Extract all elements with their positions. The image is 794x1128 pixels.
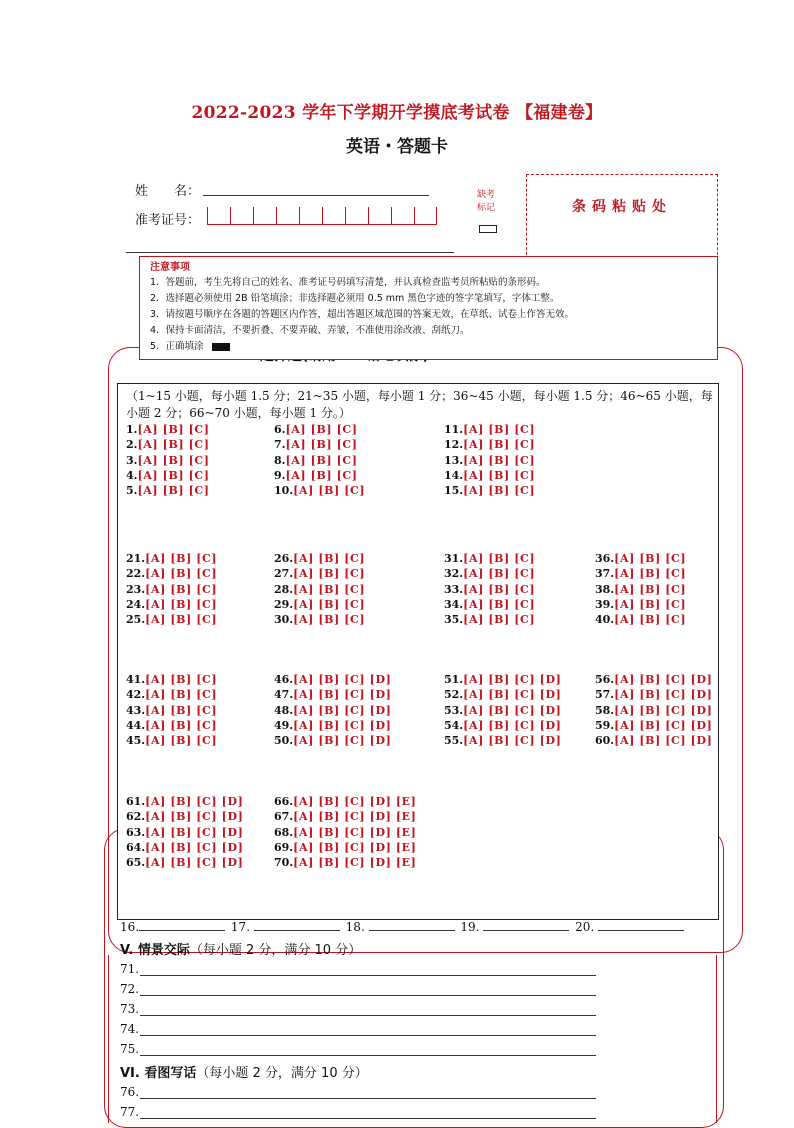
question-44 — [126, 718, 217, 733]
notice-item: 1．答题前，考生先将自己的姓名、准考证号码填写清楚，并认真检查监考员所粘贴的条形码。 — [150, 277, 546, 288]
question-51 — [444, 672, 561, 687]
answer-line-row — [120, 962, 596, 976]
question-68 — [274, 825, 416, 840]
answer-options[interactable]: [A] [B] [C] — [293, 582, 366, 596]
question-number: 56. — [595, 673, 615, 686]
line-number: 73. — [120, 1002, 140, 1016]
question-6 — [274, 422, 358, 437]
answer-options[interactable]: [A] [B] [C] — [145, 718, 218, 732]
question-number: 38. — [595, 582, 615, 596]
answer-options[interactable]: [A] [B] [C] [D] — [145, 840, 244, 854]
answer-line[interactable] — [140, 1043, 596, 1056]
answer-options[interactable]: [A] [B] [C] [D] — [463, 703, 562, 717]
answer-options[interactable]: [A] [B] [C] — [614, 552, 687, 565]
answer-line[interactable] — [140, 963, 596, 976]
question-number: 55. — [444, 734, 464, 748]
question-number: 51. — [444, 673, 464, 686]
section-note: （每小题 2 分，满分 10 分） — [189, 943, 362, 958]
answer-options[interactable]: [A] [B] [C] — [285, 438, 358, 452]
question-number: 41. — [126, 673, 146, 686]
page-title — [0, 98, 794, 123]
frame-border — [716, 955, 717, 1123]
choice-instructions: （1~15 小题，每小题 1.5 分；21~35 小题，每小题 1 分；36~45 小题，每小题 1.5 分；46~65 小题，每小题 2 分；66~70 小题，每小题 1 分。） — [126, 389, 713, 420]
digit-box[interactable] — [345, 207, 368, 225]
answer-options[interactable]: [A] [B] [C] — [145, 582, 218, 596]
name-label: 姓 名： — [135, 184, 201, 199]
question-number: 63. — [126, 825, 146, 839]
answer-options[interactable]: [A] [B] [C] — [463, 552, 536, 565]
question-67 — [274, 809, 416, 824]
notice-box — [139, 256, 718, 360]
absent-mark-box[interactable] — [479, 225, 497, 233]
question-number: 1. — [126, 423, 138, 436]
question-11 — [444, 422, 535, 437]
answer-options[interactable]: [A] [B] [C] — [614, 582, 687, 596]
answer-options[interactable]: [A] [B] [C] — [145, 613, 218, 627]
answer-options[interactable]: [A] [B] [C] — [137, 484, 210, 498]
question-1 — [126, 422, 210, 437]
answer-options[interactable]: [A] [B] [C] — [293, 484, 366, 498]
answer-blank[interactable] — [598, 919, 684, 931]
question-21 — [126, 551, 217, 566]
question-64 — [126, 840, 243, 855]
question-32 — [444, 566, 535, 581]
question-number: 39. — [595, 597, 615, 611]
blank-number: 16. — [120, 920, 140, 934]
answer-blank[interactable] — [483, 919, 569, 931]
answer-options[interactable]: [A] [B] [C] — [137, 423, 210, 436]
question-number: 64. — [126, 840, 146, 854]
question-number: 25. — [126, 613, 146, 627]
blank-number: 19. — [460, 920, 480, 934]
answer-options[interactable]: [A] [B] [C] [D] [E] — [293, 810, 417, 824]
digit-box[interactable] — [276, 207, 299, 225]
answer-options[interactable]: [A] [B] [C] [D] — [463, 673, 562, 686]
question-70 — [274, 855, 416, 870]
question-number: 23. — [126, 582, 146, 596]
question-number: 32. — [444, 567, 464, 581]
question-8 — [274, 453, 358, 468]
answer-options[interactable]: [A] [B] [C] [D] [E] — [293, 795, 417, 808]
line-number: 71. — [120, 962, 140, 976]
question-36 — [595, 551, 686, 566]
line-number: 75. — [120, 1042, 140, 1056]
answer-options[interactable]: [A] [B] [C] — [145, 734, 218, 748]
notice-item: 2．选择题必须使用 2B 铅笔填涂；非选择题必须用 0.5 mm 黑色字迹的签字笔填写，字体工整。 — [150, 293, 560, 304]
section-note: （每小题 2 分，满分 10 分） — [196, 1066, 368, 1081]
answer-options[interactable]: [A] [B] [C] — [145, 552, 218, 565]
answer-options[interactable]: [A] [B] [C] — [463, 597, 536, 611]
line-number: 77. — [120, 1105, 140, 1119]
name-field[interactable] — [203, 194, 429, 196]
section-title-text: V. 情景交际 — [120, 943, 190, 958]
question-66 — [274, 794, 416, 809]
question-number: 8. — [274, 453, 286, 467]
answer-options[interactable]: [A] [B] [C] [D] [E] — [293, 840, 417, 854]
question-37 — [595, 566, 686, 581]
question-number: 49. — [274, 718, 294, 732]
answer-options[interactable]: [A] [B] [C] — [145, 597, 218, 611]
question-number: 3. — [126, 453, 138, 467]
question-number: 6. — [274, 423, 286, 436]
answer-options[interactable]: [A] [B] [C] — [463, 582, 536, 596]
section-v-title — [120, 939, 361, 958]
question-number: 42. — [126, 688, 146, 702]
question-30 — [274, 612, 365, 627]
question-number: 31. — [444, 552, 464, 565]
answer-options[interactable]: [A] [B] [C] — [614, 597, 687, 611]
question-number: 22. — [126, 567, 146, 581]
answer-options[interactable]: [A] [B] [C] [D] — [145, 825, 244, 839]
answer-line[interactable] — [140, 1023, 596, 1036]
question-number: 5. — [126, 484, 138, 498]
answer-options[interactable]: [A] [B] [C] [D] — [293, 688, 392, 702]
question-number: 54. — [444, 718, 464, 732]
question-number: 67. — [274, 810, 294, 824]
question-number: 29. — [274, 597, 294, 611]
answer-options[interactable]: [A] [B] [C] [D] — [145, 810, 244, 824]
question-number: 21. — [126, 552, 146, 565]
answer-line[interactable] — [140, 983, 596, 996]
question-27 — [274, 566, 365, 581]
blank-number: 17. — [230, 920, 251, 934]
question-23 — [126, 582, 217, 597]
question-54 — [444, 718, 561, 733]
answer-options[interactable]: [A] [B] [C] — [285, 423, 358, 436]
answer-options[interactable]: [A] [B] [C] [D] — [293, 703, 392, 717]
question-48 — [274, 703, 391, 718]
answer-options[interactable]: [A] [B] [C] — [614, 613, 687, 627]
exam-number-label: 准考证号： — [135, 213, 201, 228]
answer-options[interactable]: [A] [B] [C] — [463, 468, 536, 482]
question-59 — [595, 718, 712, 733]
title-text: 2022-2023 学年下学期开学摸底考试卷 — [191, 103, 510, 123]
answer-options[interactable]: [A] [B] [C] [D] — [463, 688, 562, 702]
question-61 — [126, 794, 243, 809]
question-number: 61. — [126, 795, 146, 808]
question-number: 59. — [595, 718, 615, 732]
section-vi-title — [120, 1062, 368, 1081]
question-33 — [444, 582, 535, 597]
question-number: 43. — [126, 703, 146, 717]
answer-options[interactable]: [A] [B] [C] — [145, 673, 218, 686]
question-38 — [595, 582, 686, 597]
question-22 — [126, 566, 217, 581]
question-number: 27. — [274, 567, 294, 581]
question-28 — [274, 582, 365, 597]
answer-options[interactable]: [A] [B] [C] [D] [E] — [293, 856, 417, 870]
question-49 — [274, 718, 391, 733]
question-number: 15. — [444, 484, 464, 498]
question-number: 33. — [444, 582, 464, 596]
question-3 — [126, 453, 210, 468]
digit-box[interactable] — [207, 207, 230, 225]
question-26 — [274, 551, 365, 566]
question-15 — [444, 483, 535, 498]
question-40 — [595, 612, 686, 627]
question-number: 65. — [126, 856, 146, 870]
blank-number: 20. — [575, 920, 595, 934]
question-63 — [126, 825, 243, 840]
answer-blank[interactable] — [254, 919, 340, 931]
answer-options[interactable]: [A] [B] [C] [D] [E] — [293, 825, 417, 839]
question-5 — [126, 483, 210, 498]
fill-blank-row — [120, 919, 686, 934]
answer-options[interactable]: [A] [B] [C] — [285, 468, 358, 482]
question-43 — [126, 703, 217, 718]
question-number: 36. — [595, 552, 615, 565]
question-number: 14. — [444, 468, 464, 482]
question-13 — [444, 453, 535, 468]
question-50 — [274, 733, 391, 748]
answer-line[interactable] — [140, 1086, 596, 1099]
digit-box[interactable] — [391, 207, 414, 225]
answer-line-row — [120, 1085, 596, 1099]
line-number: 72. — [120, 982, 140, 996]
header-divider — [126, 252, 454, 253]
notice-item: 3．请按题号顺序在各题的答题区内作答，超出答题区域范围的答案无效，在草纸、试卷上作答无效。 — [150, 309, 575, 320]
answer-options[interactable]: [A] [B] [C] — [463, 613, 536, 627]
notice-title: 注意事项 — [150, 262, 190, 273]
question-number: 50. — [274, 734, 294, 748]
question-number: 2. — [126, 438, 138, 452]
line-number: 74. — [120, 1022, 140, 1036]
frame-border — [108, 955, 109, 1123]
answer-options[interactable]: [A] [B] [C] — [463, 484, 536, 498]
question-number: 13. — [444, 453, 464, 467]
question-14 — [444, 468, 535, 483]
question-number: 53. — [444, 703, 464, 717]
answer-options[interactable]: [A] [B] [C] — [285, 453, 358, 467]
answer-blank[interactable] — [369, 919, 455, 931]
question-7 — [274, 437, 358, 452]
notice-item: 4．保持卡面清洁，不要折叠、不要弄破、弄皱，不准使用涂改液、刮纸刀。 — [150, 325, 470, 336]
question-25 — [126, 612, 217, 627]
title-region: 【福建卷】 — [515, 103, 603, 123]
question-24 — [126, 597, 217, 612]
question-52 — [444, 687, 561, 702]
answer-options[interactable]: [A] [B] [C] [D] — [293, 673, 392, 686]
question-39 — [595, 597, 686, 612]
fill-sample-mark — [212, 343, 230, 351]
answer-options[interactable]: [A] [B] [C] — [293, 597, 366, 611]
question-number: 24. — [126, 597, 146, 611]
answer-options[interactable]: [A] [B] [C] [D] — [614, 734, 713, 748]
question-9 — [274, 468, 358, 483]
question-number: 58. — [595, 703, 615, 717]
question-62 — [126, 809, 243, 824]
answer-options[interactable]: [A] [B] [C] — [463, 453, 536, 467]
digit-box[interactable] — [230, 207, 253, 225]
question-10 — [274, 483, 365, 498]
digit-box[interactable] — [414, 207, 437, 225]
answer-line[interactable] — [140, 1003, 596, 1016]
answer-options[interactable]: [A] [B] [C] [D] — [614, 673, 713, 686]
answer-options[interactable]: [A] [B] [C] [D] — [614, 718, 713, 732]
question-number: 10. — [274, 484, 294, 498]
question-number: 47. — [274, 688, 294, 702]
question-34 — [444, 597, 535, 612]
answer-options[interactable]: [A] [B] [C] — [293, 552, 366, 565]
multiple-choice-box — [117, 383, 719, 920]
question-41 — [126, 672, 217, 687]
question-12 — [444, 437, 535, 452]
answer-line-row — [120, 1105, 596, 1119]
question-42 — [126, 687, 217, 702]
question-47 — [274, 687, 391, 702]
answer-options[interactable]: [A] [B] [C] [D] — [145, 795, 244, 808]
question-69 — [274, 840, 416, 855]
question-31 — [444, 551, 535, 566]
blank-number: 18. — [345, 920, 365, 934]
question-56 — [595, 672, 712, 687]
answer-options[interactable]: [A] [B] [C] — [145, 567, 218, 581]
notice-item: 5．正确填涂 — [150, 341, 204, 352]
section-title-text: VI. 看图写话 — [120, 1066, 197, 1081]
question-35 — [444, 612, 535, 627]
answer-options[interactable]: [A] [B] [C] [D] — [145, 856, 244, 870]
question-number: 35. — [444, 613, 464, 627]
question-number: 62. — [126, 810, 146, 824]
answer-options[interactable]: [A] [B] [C] — [137, 468, 210, 482]
answer-options[interactable]: [A] [B] [C] — [463, 438, 536, 452]
answer-options[interactable]: [A] [B] [C] — [145, 703, 218, 717]
answer-line-row — [120, 982, 596, 996]
answer-line-row — [120, 1042, 596, 1056]
question-57 — [595, 687, 712, 702]
page-subtitle: 英语・答题卡 — [346, 137, 448, 157]
answer-options[interactable]: [A] [B] [C] — [614, 567, 687, 581]
question-45 — [126, 733, 217, 748]
answer-options[interactable]: [A] [B] [C] — [463, 423, 536, 436]
question-number: 26. — [274, 552, 294, 565]
question-number: 66. — [274, 795, 294, 808]
question-53 — [444, 703, 561, 718]
barcode-label: 条码粘贴处 — [572, 199, 672, 215]
question-4 — [126, 468, 210, 483]
answer-options[interactable]: [A] [B] [C] [D] — [614, 688, 713, 702]
question-number: 69. — [274, 840, 294, 854]
question-number: 34. — [444, 597, 464, 611]
answer-options[interactable]: [A] [B] [C] [D] — [293, 734, 392, 748]
answer-options[interactable]: [A] [B] [C] — [137, 453, 210, 467]
answer-line-row — [120, 1022, 596, 1036]
question-number: 7. — [274, 438, 286, 452]
answer-options[interactable]: [A] [B] [C] — [293, 567, 366, 581]
question-number: 52. — [444, 688, 464, 702]
barcode-area — [526, 174, 718, 260]
answer-options[interactable]: [A] [B] [C] [D] — [463, 734, 562, 748]
question-number: 30. — [274, 613, 294, 627]
question-number: 60. — [595, 734, 615, 748]
answer-line[interactable] — [140, 1106, 596, 1119]
answer-blank[interactable] — [139, 919, 225, 931]
answer-options[interactable]: [A] [B] [C] — [463, 567, 536, 581]
answer-options[interactable]: [A] [B] [C] [D] — [614, 703, 713, 717]
digit-box[interactable] — [299, 207, 322, 225]
question-number: 4. — [126, 468, 138, 482]
question-65 — [126, 855, 243, 870]
answer-line-row — [120, 1002, 596, 1016]
question-number: 70. — [274, 856, 294, 870]
question-number: 44. — [126, 718, 146, 732]
answer-options[interactable]: [A] [B] [C] [D] — [463, 718, 562, 732]
question-58 — [595, 703, 712, 718]
question-number: 46. — [274, 673, 294, 686]
digit-box[interactable] — [253, 207, 276, 225]
question-60 — [595, 733, 712, 748]
question-number: 40. — [595, 613, 615, 627]
question-55 — [444, 733, 561, 748]
question-number: 57. — [595, 688, 615, 702]
question-29 — [274, 597, 365, 612]
question-46 — [274, 672, 391, 687]
absent-mark-label: 缺考 标记 — [476, 190, 495, 213]
answer-options[interactable]: [A] [B] [C] [D] — [293, 718, 392, 732]
digit-box[interactable] — [368, 207, 391, 225]
answer-options[interactable]: [A] [B] [C] — [293, 613, 366, 627]
question-number: 68. — [274, 825, 294, 839]
answer-options[interactable]: [A] [B] [C] — [145, 688, 218, 702]
line-number: 76. — [120, 1085, 140, 1099]
notice-item-fill — [150, 339, 707, 355]
question-number: 12. — [444, 438, 464, 452]
answer-options[interactable]: [A] [B] [C] — [137, 438, 210, 452]
exam-number-boxes[interactable] — [207, 207, 437, 225]
question-number: 11. — [444, 423, 464, 436]
question-number: 48. — [274, 703, 294, 717]
question-number: 37. — [595, 567, 615, 581]
question-2 — [126, 437, 210, 452]
question-number: 9. — [274, 468, 286, 482]
question-number: 28. — [274, 582, 294, 596]
digit-box[interactable] — [322, 207, 345, 225]
question-number: 45. — [126, 734, 146, 748]
